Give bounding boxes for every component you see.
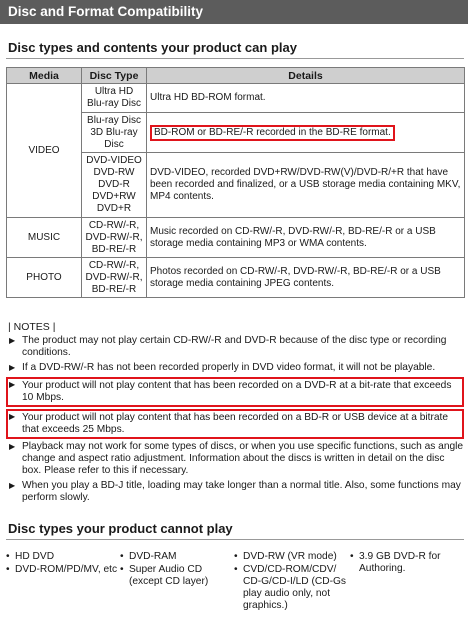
details-cell: DVD-VIDEO, recorded DVD+RW/DVD-RW(V)/DVD-R/+R that have been recorded and finalized, or a USB storage media containing MKV, MP4 contents. xyxy=(147,153,465,218)
note-text: If a DVD-RW/-R has not been recorded properly in DVD video format, it will not be playable. xyxy=(22,362,436,373)
media-cell-video: VIDEO xyxy=(7,84,82,218)
disc-type-line: DVD-VIDEO xyxy=(86,155,142,166)
highlighted-detail: BD-ROM or BD-RE/-R recorded in the BD-RE format. xyxy=(150,125,395,141)
notes-list xyxy=(6,335,464,507)
section-rule xyxy=(6,539,464,540)
column-header-media: Media xyxy=(7,68,82,84)
disc-type-cell xyxy=(82,113,147,153)
triangle-bullet-icon: ▶ xyxy=(9,412,16,421)
list-item-text: 3.9 GB DVD-R for Authoring. xyxy=(359,551,441,574)
disc-type-line: DVD-RW/-R, xyxy=(85,231,143,243)
column-header-details: Details xyxy=(147,68,465,84)
note-item xyxy=(6,362,464,374)
list-item-text: DVD-ROM/PD/MV, etc xyxy=(15,564,118,575)
table-row xyxy=(7,258,465,298)
cannot-play-column xyxy=(6,551,118,577)
note-item-highlighted xyxy=(6,409,464,439)
disc-type-cell xyxy=(82,218,147,258)
bullet-dot-icon: • xyxy=(120,564,124,575)
section-title-cannot-play: Disc types your product cannot play xyxy=(8,521,233,536)
list-item-text: DVD-RW (VR mode) xyxy=(243,551,337,562)
details-cell: Music recorded on CD-RW/-R, DVD-RW/-R, BD-RE/-R or a USB storage media containing MP3 or WMA contents. xyxy=(147,218,465,258)
bullet-dot-icon: • xyxy=(120,551,124,562)
table-header-row xyxy=(7,68,465,84)
disc-type-line: DVD-RW xyxy=(93,167,135,178)
disc-type-cell xyxy=(82,84,147,113)
list-item xyxy=(234,551,348,563)
triangle-bullet-icon: ▶ xyxy=(9,442,16,451)
list-item xyxy=(6,551,118,563)
bullet-dot-icon: • xyxy=(350,551,354,562)
list-item-text: DVD-RAM xyxy=(129,551,177,562)
note-text: Your product will not play content that has been recorded on a BD-R or USB device at a bitrate that exceeds 25 Mbps. xyxy=(22,412,449,435)
disc-type-line: 3D Blu-ray xyxy=(90,126,138,138)
note-item xyxy=(6,335,464,359)
page-title: Disc and Format Compatibility xyxy=(8,4,204,19)
list-item xyxy=(120,564,230,588)
cannot-play-column xyxy=(350,551,462,576)
note-text: Playback may not work for some types of discs, or when you use specific functions, such as angle change and aspect ratio adjustment. Information about the discs is written in detail on the disc box. Please refer to this if necessary. xyxy=(22,441,464,476)
list-item xyxy=(234,564,348,612)
disc-type-cell xyxy=(82,258,147,298)
bullet-dot-icon: • xyxy=(6,551,10,562)
section-title-can-play: Disc types and contents your product can play xyxy=(8,40,297,55)
triangle-bullet-icon: ▶ xyxy=(9,481,16,490)
note-item xyxy=(6,441,464,477)
section-rule xyxy=(6,58,464,59)
disc-type-cell xyxy=(82,153,147,218)
disc-type-line: Ultra HD xyxy=(94,86,134,97)
list-item-text: HD DVD xyxy=(15,551,55,562)
list-item xyxy=(350,551,462,575)
triangle-bullet-icon: ▶ xyxy=(9,336,16,345)
disc-type-line: Disc xyxy=(104,138,124,150)
bullet-dot-icon: • xyxy=(234,564,238,575)
list-item xyxy=(6,564,118,576)
note-text: When you play a BD-J title, loading may take longer than a normal title. Also, some functions may perform slowly. xyxy=(22,480,461,503)
note-item-highlighted xyxy=(6,377,464,407)
bullet-dot-icon: • xyxy=(6,564,10,575)
note-text: The product may not play certain CD-RW/-R and DVD-R because of the disc type or recording conditions. xyxy=(22,335,447,358)
disc-type-line: BD-RE/-R xyxy=(91,283,137,295)
cannot-play-list xyxy=(6,551,464,621)
disc-type-line: CD-RW/-R, xyxy=(88,219,140,231)
disc-type-line: DVD+R xyxy=(96,203,132,214)
details-cell: Ultra HD BD-ROM format. xyxy=(147,84,465,113)
column-header-disc-type: Disc Type xyxy=(82,68,147,84)
list-item-text: Super Audio CD (except CD layer) xyxy=(129,564,209,587)
table-row xyxy=(7,218,465,258)
disc-type-line: Blu-ray Disc xyxy=(87,98,141,109)
disc-type-line: CD-RW/-R, xyxy=(88,259,140,271)
note-item xyxy=(6,480,464,504)
compatibility-table xyxy=(6,67,465,298)
details-cell: Photos recorded on CD-RW/-R, DVD-RW/-R, BD-RE/-R or a USB storage media containing JPEG contents. xyxy=(147,258,465,298)
cannot-play-column xyxy=(120,551,230,589)
disc-type-line: DVD-R xyxy=(98,179,130,190)
media-cell-photo: PHOTO xyxy=(7,258,82,298)
list-item-text: CVD/CD-ROM/CDV/ CD-G/CD-I/LD (CD-Gs play audio only, not graphics.) xyxy=(243,564,346,611)
page-header xyxy=(0,0,468,24)
disc-type-line: BD-RE/-R xyxy=(91,243,137,255)
disc-type-line: DVD-RW/-R, xyxy=(85,271,143,283)
disc-type-line: DVD+RW xyxy=(92,191,136,202)
table-row xyxy=(7,84,465,113)
details-cell xyxy=(147,113,465,153)
notes-label: | NOTES | xyxy=(8,321,56,333)
list-item xyxy=(120,551,230,563)
triangle-bullet-icon: ▶ xyxy=(9,363,16,372)
cannot-play-column xyxy=(234,551,348,613)
bullet-dot-icon: • xyxy=(234,551,238,562)
media-cell-music: MUSIC xyxy=(7,218,82,258)
note-text: Your product will not play content that has been recorded on a DVD-R at a bit-rate that exceeds 10 Mbps. xyxy=(22,380,452,403)
triangle-bullet-icon: ▶ xyxy=(9,380,16,389)
disc-type-line: Blu-ray Disc xyxy=(87,114,141,126)
